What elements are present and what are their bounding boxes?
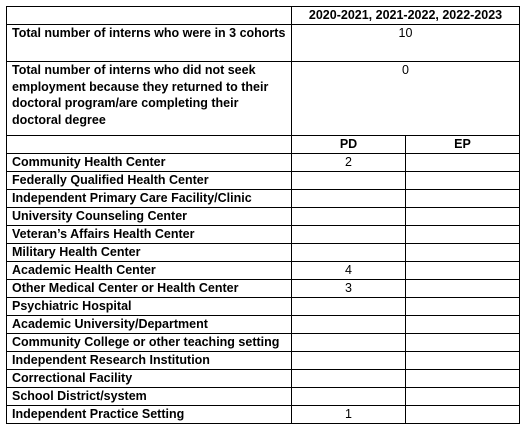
ep-value: [406, 190, 520, 208]
setting-label: Independent Primary Care Facility/Clinic: [7, 190, 292, 208]
pd-value: 1: [292, 406, 406, 424]
ep-column-header: EP: [406, 136, 520, 154]
pd-value: [292, 190, 406, 208]
table-row: [7, 208, 520, 226]
table-row: [7, 154, 520, 172]
pd-value: 2: [292, 154, 406, 172]
setting-label: Correctional Facility: [7, 370, 292, 388]
pd-value: [292, 316, 406, 334]
setting-label: Military Health Center: [7, 244, 292, 262]
table-row: [7, 334, 520, 352]
table-row: [7, 280, 520, 298]
setting-rows: [7, 154, 520, 424]
setting-label: School District/system: [7, 388, 292, 406]
column-header-row: [7, 136, 520, 154]
setting-label: Independent Research Institution: [7, 352, 292, 370]
blank-header-cell: [7, 7, 292, 25]
ep-value: [406, 352, 520, 370]
table-row: [7, 370, 520, 388]
setting-label: Psychiatric Hospital: [7, 298, 292, 316]
table-row: [7, 262, 520, 280]
ep-value: [406, 316, 520, 334]
ep-value: [406, 298, 520, 316]
ep-value: [406, 334, 520, 352]
pd-value: [292, 388, 406, 406]
pd-value: 4: [292, 262, 406, 280]
interns-employment-table: [6, 6, 520, 424]
summary-label: Total number of interns who did not seek employment because they returned to their doctoral program/are completing their doctoral degree: [7, 62, 292, 136]
pd-value: [292, 208, 406, 226]
setting-label: Veteran’s Affairs Health Center: [7, 226, 292, 244]
pd-value: [292, 172, 406, 190]
table-row: [7, 406, 520, 424]
ep-value: [406, 154, 520, 172]
pd-value: [292, 244, 406, 262]
setting-label: Community College or other teaching setting: [7, 334, 292, 352]
setting-label: Community Health Center: [7, 154, 292, 172]
pd-value: 3: [292, 280, 406, 298]
setting-label: Academic Health Center: [7, 262, 292, 280]
setting-label: Other Medical Center or Health Center: [7, 280, 292, 298]
blank-header-cell: [7, 136, 292, 154]
summary-value: 0: [292, 62, 520, 136]
table-row: [7, 244, 520, 262]
years-header-row: [7, 7, 520, 25]
summary-label: Total number of interns who were in 3 cohorts: [7, 25, 292, 62]
pd-value: [292, 352, 406, 370]
setting-label: University Counseling Center: [7, 208, 292, 226]
pd-column-header: PD: [292, 136, 406, 154]
pd-value: [292, 334, 406, 352]
ep-value: [406, 388, 520, 406]
ep-value: [406, 262, 520, 280]
ep-value: [406, 244, 520, 262]
pd-value: [292, 226, 406, 244]
setting-label: Independent Practice Setting: [7, 406, 292, 424]
setting-label: Academic University/Department: [7, 316, 292, 334]
table-row: [7, 190, 520, 208]
ep-value: [406, 280, 520, 298]
table-row: [7, 172, 520, 190]
setting-label: Federally Qualified Health Center: [7, 172, 292, 190]
pd-value: [292, 298, 406, 316]
summary-row: [7, 25, 520, 62]
summary-row: [7, 62, 520, 136]
ep-value: [406, 370, 520, 388]
table-row: [7, 316, 520, 334]
table-row: [7, 298, 520, 316]
ep-value: [406, 226, 520, 244]
table-row: [7, 226, 520, 244]
ep-value: [406, 208, 520, 226]
table-row: [7, 352, 520, 370]
summary-value: 10: [292, 25, 520, 62]
ep-value: [406, 406, 520, 424]
pd-value: [292, 370, 406, 388]
years-header: 2020-2021, 2021-2022, 2022-2023: [292, 7, 520, 25]
ep-value: [406, 172, 520, 190]
table-row: [7, 388, 520, 406]
